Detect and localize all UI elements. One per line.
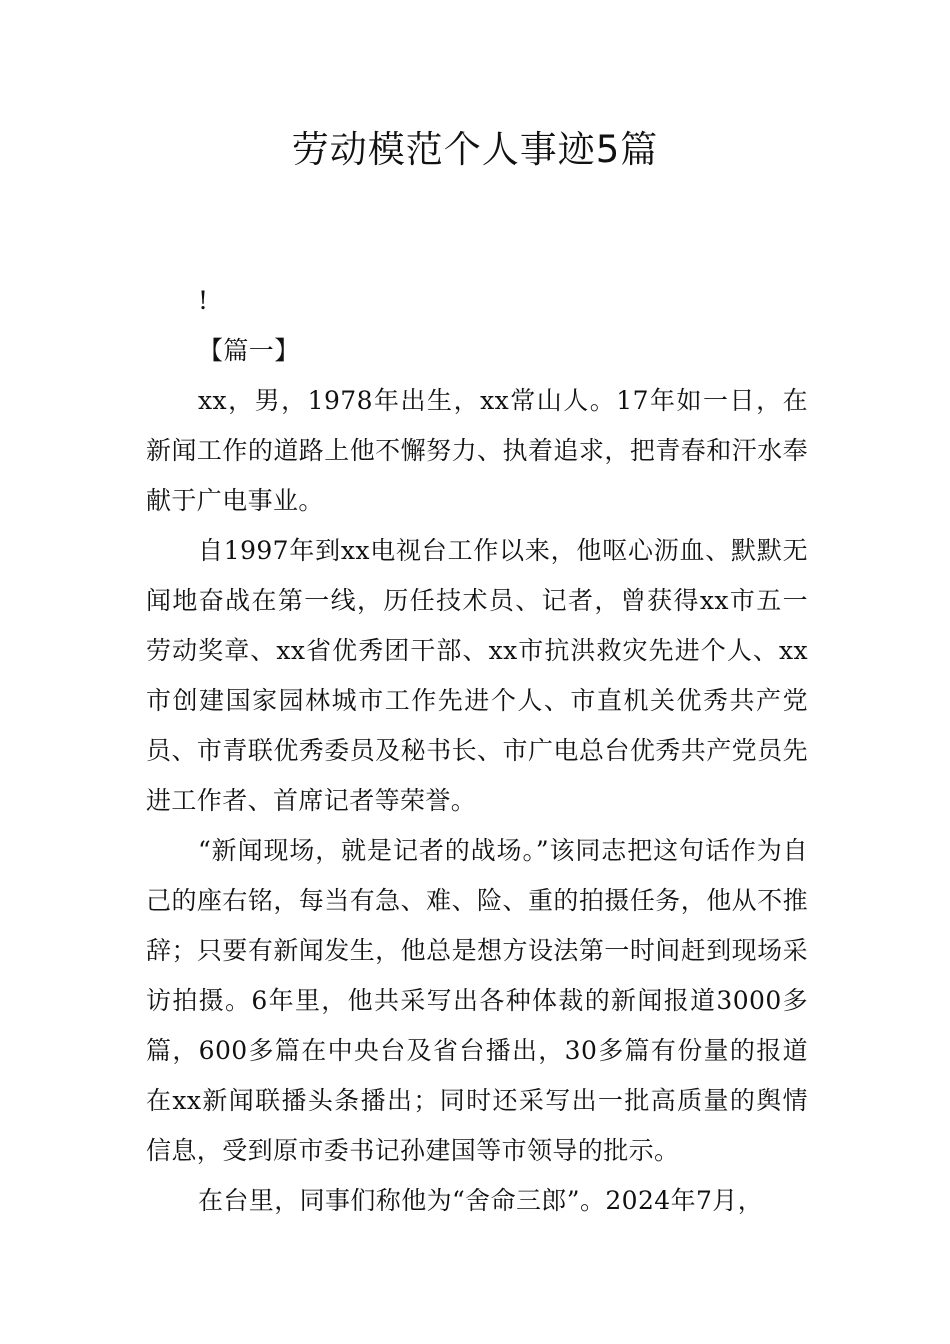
paragraph: 在台里，同事们称他为“舍命三郎”。2024年7月，: [198, 1186, 764, 1215]
document-title: 劳动模范个人事迹5篇: [291, 128, 659, 171]
document-body: [146, 276, 808, 1226]
section-heading: 【篇一】: [198, 336, 300, 365]
paragraph: xx，男，1978年出生，xx常山人。17年如一日，在新闻工作的道路上他不懈努力、执着追求，把青春和汗水奉献于广电事业。: [146, 386, 808, 515]
paragraph: 自1997年到xx电视台工作以来，他呕心沥血、默默无闻地奋战在第一线，历任技术员、记者，曾获得xx市五一劳动奖章、xx省优秀团干部、xx市抗洪救灾先进个人、xx市创建国家园林城市工作先进个人、市直机关优秀共产党员、市青联优秀委员及秘书长、市广电总台优秀共产党员先进工作者、首席记者等荣誉。: [146, 536, 808, 815]
paragraph-exclamation: !: [198, 286, 209, 315]
paragraph: “新闻现场，就是记者的战场。”该同志把这句话作为自己的座右铭，每当有急、难、险、重的拍摄任务，他从不推辞；只要有新闻发生，他总是想方设法第一时间赶到现场采访拍摄。6年里，他共采写出各种体裁的新闻报道3000多篇，600多篇在中央台及省台播出，30多篇有份量的报道在xx新闻联播头条播出；同时还采写出一批高质量的舆情信息，受到原市委书记孙建国等市领导的批示。: [146, 836, 808, 1165]
